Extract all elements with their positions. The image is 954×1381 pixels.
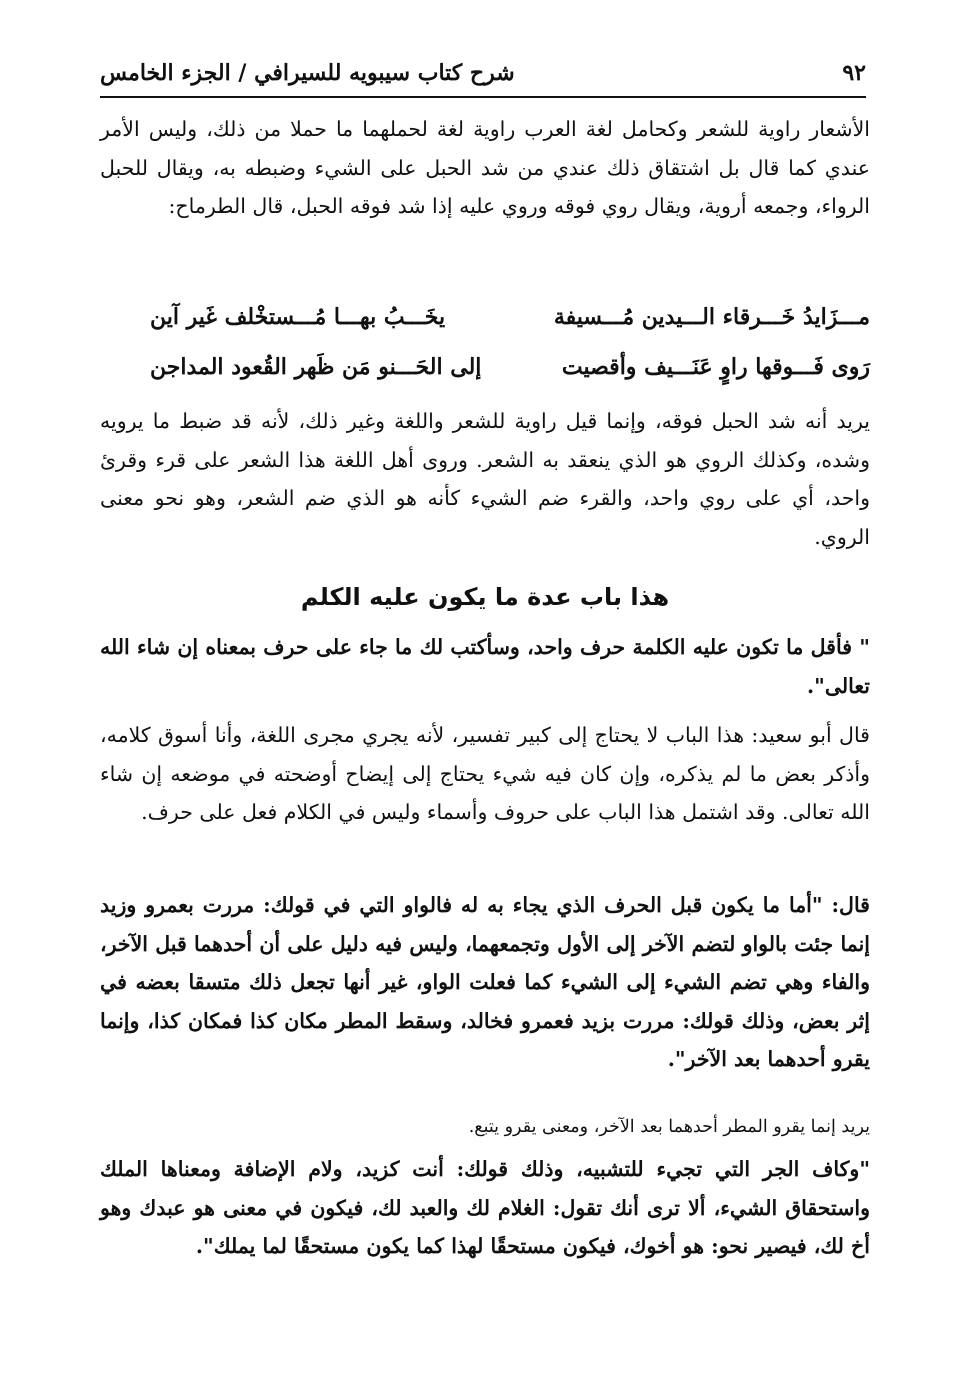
paragraph-1: الأشعار راوية للشعر وكحامل لغة العرب راوية لغة لحملهما ما حملا من ذلك، وليس الأمر عندي كما قال بل اشتقاق ذلك عندي من شد الحبل على الشيء وضبطه به، ويقال للحبل الرواء، وجمعه أروية، ويقال روي فوقه وروي عليه إذا شد فوقه الحبل، قال الطرماح:	[100, 117, 870, 218]
verse-1-first-hemistich: مـــزَايدُ خَـــرقاء الـــيدين مُـــسيفة	[553, 304, 870, 330]
poem-verse-2	[150, 354, 870, 394]
verse-2-first-hemistich: رَوى فَـــوقها راوٍ عَنَـــيف وأقصيت	[561, 354, 870, 380]
paragraph-3: قال أبو سعيد: هذا الباب لا يحتاج إلى كبير تفسير، لأنه يجري مجرى اللغة، وأنا أسوق كلامه، وأذكر بعض ما لم يذكره، وإن كان فيه شيء يحتاج إلى إيضاح أوضحته في موضعه إن شاء الله تعالى. وقد اشتمل هذا الباب على حروف وأسماء وليس في الكلام فعل على حرف.	[100, 723, 870, 824]
chapter-heading: هذا باب عدة ما يكون عليه الكلم	[300, 583, 670, 611]
poem-verse-1	[150, 304, 870, 344]
commentary-note: يريد إنما يقرو المطر أحدهما بعد الآخر، ومعنى يقرو يتبع.	[468, 1117, 870, 1137]
page-number: ٩٢	[842, 60, 866, 86]
quoted-text-2: قال: "أما ما يكون قبل الحرف الذي يجاء به له فالواو التي في قولك: مررت بعمرو وزيد إنما جئت بالواو لتضم الآخر إلى الأول وتجمعهما، وليس فيه دليل على أن أحدهما قبل الآخر، والفاء وهي تضم الشيء إلى الشيء كما فعلت الواو، غير أنها تجعل ذلك متسقا بعضه في إثر بعض، وذلك قولك: مررت بزيد فعمرو فخالد، وسقط المطر مكان كذا فمكان كذا، وإنما يقرو أحدهما بعد الآخر".	[100, 893, 870, 1071]
paragraph-2: يريد أنه شد الحبل فوقه، وإنما قيل راوية للشعر واللغة وغير ذلك، لأنه قد ضبط ما يرويه وشده، وكذلك الروي هو الذي ينعقد به الشعر. وروى أهل اللغة هذا الشعر على قرء وقرئ واحد، أي على روي واحد، والقرء ضم الشيء كأنه هو الذي ضم الشعر، وهو نحو معنى الروي.	[100, 409, 870, 549]
verse-1-second-hemistich: يخَـــبُ بهـــا مُـــستخْلف غَير آين	[150, 304, 446, 330]
quoted-text-3: "وكاف الجر التي تجيء للتشبيه، وذلك قولك: أنت كزيد، ولام الإضافة ومعناها الملك واستحقاق الشيء، ألا ترى أنك تقول: الغلام لك والعبد لك، فيكون في معنى هو عبدك وهو أخ لك، فيصير نحو: هو أخوك، فيكون مستحقًا لهذا كما يكون مستحقًا لما يملك".	[100, 1157, 870, 1258]
quoted-text-1: " فأقل ما تكون عليه الكلمة حرف واحد، وسأكتب لك ما جاء على حرف بمعناه إن شاء الله تعالى".	[100, 635, 870, 698]
verse-2-second-hemistich: إلى الحَـــنو مَن ظَهر القُعود المداجن	[150, 354, 482, 380]
header-title: شرح كتاب سيبويه للسيرافي / الجزء الخامس	[100, 60, 515, 86]
running-header	[100, 58, 866, 98]
